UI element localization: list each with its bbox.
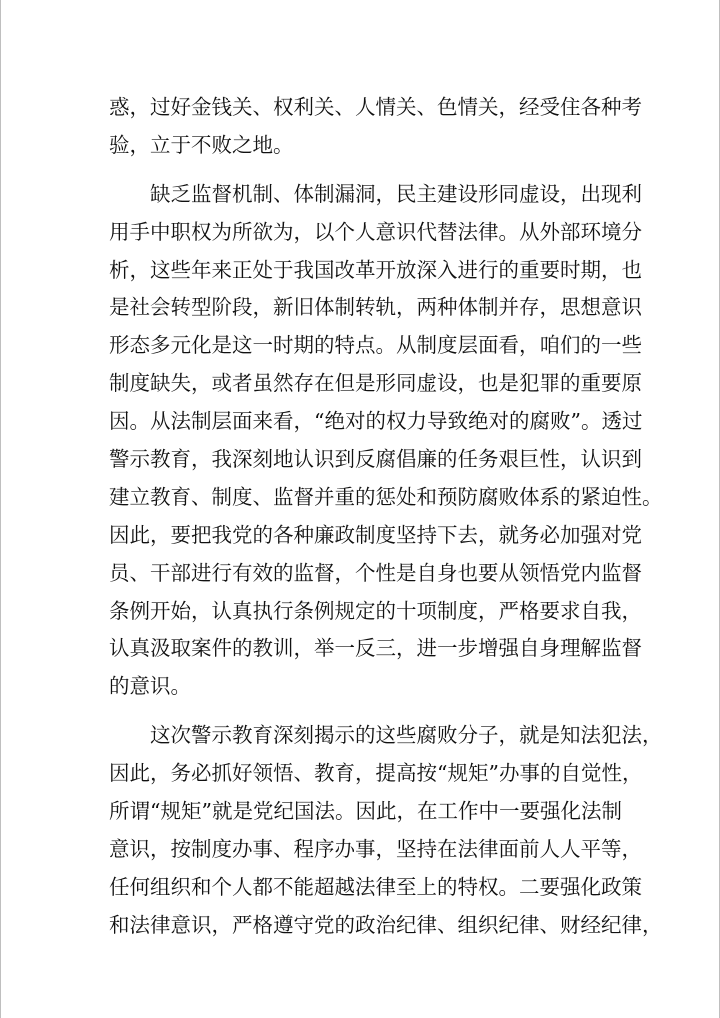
text-line: 任何组织和个人都不能超越法律至上的特权。二要强化政策 [109,874,642,899]
text-line: 意识，按制度办事、程序办事，坚持在法律面前人人平等， [109,836,642,861]
text-line: 析，这些年来正处于我国改革开放深入进行的重要时期，也 [109,257,642,282]
text-line: 是社会转型阶段，新旧体制转轨，两种体制并存，思想意识 [109,295,642,320]
text-line: 形态多元化是这一时期的特点。从制度层面看，咱们的一些 [109,333,642,358]
text-line: 缺乏监督机制、体制漏洞，民主建设形同虚设，出现利 [150,181,642,206]
text-line: 因。从法制层面来看，“绝对的权力导致绝对的腐败”。透过 [109,409,643,434]
text-line: 的意识。 [109,674,191,699]
paragraph [109,176,663,706]
page-edge-left [0,0,1,1018]
text-line: 因此，要把我党的各种廉政制度坚持下去，就务必加强对党 [109,522,642,547]
text-line: 因此，务必抓好领悟、教育，提高按“规矩”办事的自觉性， [109,761,643,786]
text-line: 警示教育，我深刻地认识到反腐倡廉的任务艰巨性，认识到 [109,447,642,472]
text-line: 员、干部进行有效的监督，个性是自身也要从领悟党内监督 [109,560,642,585]
paragraph [109,89,642,165]
text-line: 和法律意识，严格遵守党的政治纪律、组织纪律、财经纪律， [109,912,663,937]
text-line: 所谓“规矩”就是党纪国法。因此，在工作中一要强化法制 [109,799,622,824]
text-line: 惑，过好金钱关、权利关、人情关、色情关，经受住各种考 [109,95,642,119]
text-line: 制度缺失，或者虽然存在但是形同虚设，也是犯罪的重要原 [109,371,642,396]
text-line: 用手中职权为所欲为，以个人意识代替法律。从外部环境分 [109,219,642,244]
document-body [109,89,663,945]
text-line: 条例开始，认真执行条例规定的十项制度，严格要求自我， [109,598,642,623]
text-line: 验，立于不败之地。 [109,132,294,157]
paragraph [109,717,663,944]
text-line: 这次警示教育深刻揭示的这些腐败分子，就是知法犯法， [150,723,663,748]
text-line: 认真汲取案件的教训，举一反三，进一步增强自身理解监督 [109,636,642,661]
text-line: 建立教育、制度、监督并重的惩处和预防腐败体系的紧迫性。 [109,484,663,509]
